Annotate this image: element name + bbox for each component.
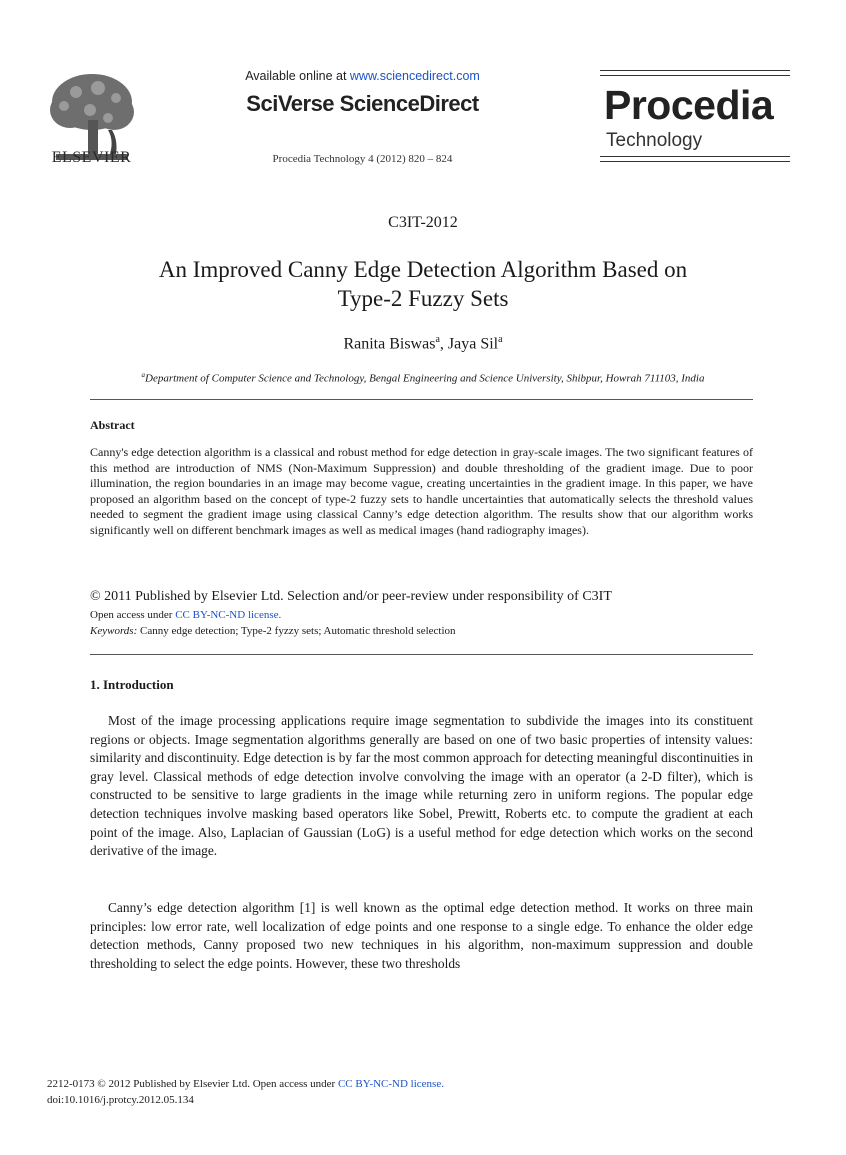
keywords-line [90,625,456,637]
divider [90,654,753,655]
section-heading: 1. Introduction [90,677,174,692]
logo-rule-bottom [600,156,790,157]
abstract-text: Canny's edge detection algorithm is a classical and robust method for edge detection in gray-scale images. The two significant features of this method are introduction of NMS (Non-Maximum Suppression) and double thresholding of the gradient image. Due to poor illumination, the region boundaries in an image may become vague, creating uncertainties in the gradient image. In this paper, we have proposed an algorithm based on the concept of type-2 fuzzy sets to handle uncertainties that automatically selects the threshold values needed to segment the gradient image using classical Canny’s edge detection algorithm. The results show that our algorithm works significantly well on different benchmark images as well as medical images (hand radiography images). [90,445,753,537]
journal-logo: Procedia [604,82,774,128]
logo-rule-bottom-2 [600,161,790,162]
keywords-label: Keywords: [90,625,138,637]
conference-name: C3IT-2012 [388,214,458,231]
publisher-name: ELSEVIER [51,149,132,166]
open-access-line: Open access under CC BY-NC-ND license. [90,609,282,621]
sciencedirect-link[interactable]: www.sciencedirect.com [349,69,480,83]
author-list: Ranita Biswas$^a$, Jaya Sil$^a$ [343,334,503,353]
keywords-text: Canny edge detection; Type-2 fyzzy sets; Automatic threshold selection [137,625,456,637]
logo-rule-top-2 [600,75,790,76]
footer-issn: 2212-0173 © 2012 Published by Elsevier Ltd. Open access under CC BY-NC-ND license. [47,1078,444,1090]
license-link[interactable]: CC BY-NC-ND license. [175,609,282,621]
platform-logo: SciVerse ScienceDirect [246,91,479,116]
paper-title [60,255,786,313]
title-line-2: Type-2 Fuzzy Sets [337,286,509,311]
author-name: Jaya Sil [447,335,499,353]
abstract-heading: Abstract [90,418,135,432]
author-affil-mark: a [498,334,503,345]
affiliation-text: Department of Computer Science and Technology, Bengal Engineering and Science University, Shibpur, Howrah 711103, India [145,372,705,385]
body-paragraph: Most of the image processing applications require image segmentation to subdivide the images into its constituent regions or objects. Image segmentation algorithms generally are based on one of two basic properties of intensity values: similarity and discontinuity. Edge detection is by far the most common approach for detecting meaningful discontinuities in gray level. Classical methods of edge detection involve convolving the image with an operator (a 2-D filter), which is constructed to be sensitive to large gradients in the image while returning zero in uniform regions. The popular edge detection techniques involve masking based operators like Sobel, Prewitt, Roberts etc. to compute the gradient at each point of the image. Also, Laplacian of Gaussian (LoG) is a useful method for edge detection which works on the second derivative of the image. [90,713,753,859]
copyright-line: © 2011 Published by Elsevier Ltd. Selection and/or peer-review under responsibility of C3IT [90,589,612,604]
footer-license-link[interactable]: CC BY-NC-ND license. [337,1078,444,1090]
journal-citation: Procedia Technology 4 (2012) 820 – 824 [272,153,453,165]
divider [90,399,753,400]
availability-prefix: Available online at [245,69,350,83]
author-affil-mark: a [435,334,440,345]
affiliation [0,371,846,385]
affiliation-mark: a [141,371,145,379]
logo-rule-top [600,70,790,71]
author-name: Ranita Biswas [343,335,436,353]
title-line-1: An Improved Canny Edge Detection Algorithm Based on [158,257,688,282]
footer-doi: doi:10.1016/j.protcy.2012.05.134 [47,1094,194,1106]
journal-logo-subtitle: Technology [606,130,703,151]
body-paragraph: Canny’s edge detection algorithm [1] is well known as the optimal edge detection method. It works on three main principles: low error rate, well localization of edge points and one response to a single edge. To enhance the older edge detection methods, Canny proposed two new techniques in his algorithm, non-maximum suppression and double thresholding to select the edge points. However, these two thresholds [90,900,753,971]
availability-line [200,69,525,83]
